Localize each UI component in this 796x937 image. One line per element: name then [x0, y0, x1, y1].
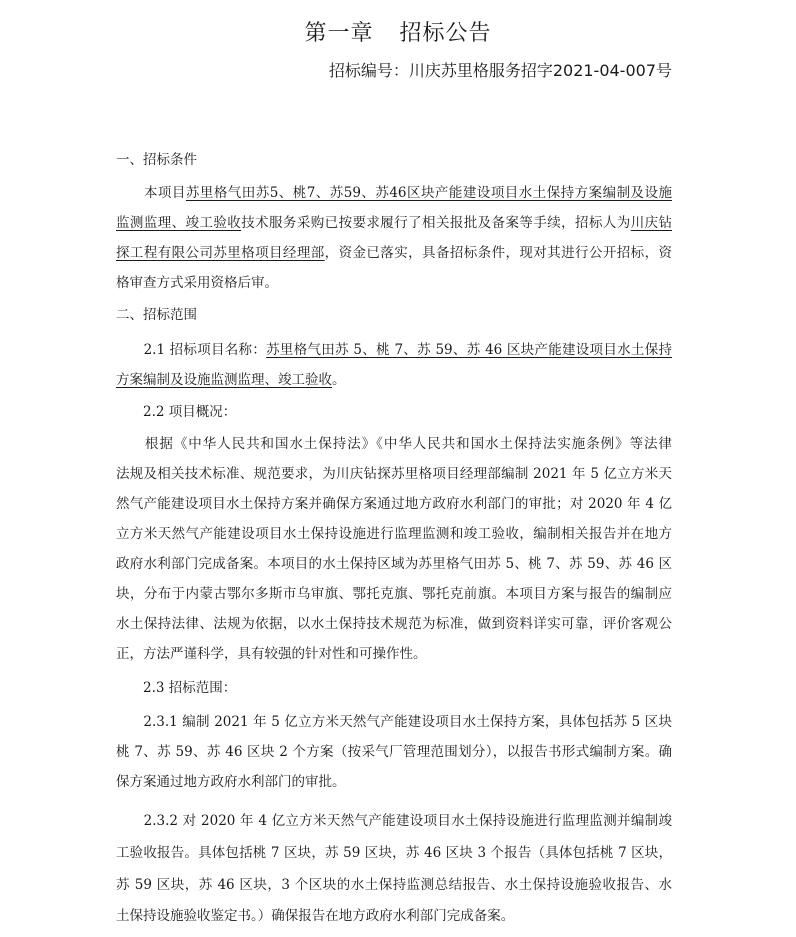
paragraph-line: 根据《中华人民共和国水土保持法》《中华人民共和国水土保持法实施条例》等法律 — [116, 436, 672, 452]
paragraph-line: 2.3.1 编制 2021 年 5 亿立方米天然气产能建设项目水土保持方案，具体包括苏 5 区块 — [143, 714, 672, 730]
paragraph-line: 苏 59 区块，苏 46 区块，3 个区块的水土保持监测总结报告、水土保持设施验收报告、水 — [116, 877, 672, 893]
paragraph-line: 格审查方式采用资格后审。 — [116, 275, 278, 291]
subsection-heading: 2.3 招标范围： — [116, 680, 237, 696]
paragraph-line: 立方米天然气产能建设项目水土保持设施进行监理监测和竣工验收，编制相关报告并在地方 — [116, 526, 672, 542]
project-name-link: 苏里格气田苏5、桃7、苏59、苏46区块产能建设项目水土保持方案编制及设施 — [185, 185, 672, 201]
chapter-title — [0, 16, 796, 47]
paragraph-line: 水土保持法律、法规为依据，以水土保持技术规范为标准，做到资料详实可靠，评价客观公 — [116, 616, 672, 632]
paragraph-line: 然气产能建设项目水土保持方案并确保方案通过地方政府水利部门的审批；对 2020 年 4 亿 — [116, 496, 672, 512]
bid-project-name: 苏里格气田苏 5、桃 7、苏 59、苏 46 区块产能建设项目水土保持 — [266, 342, 672, 358]
paragraph-line: 本项目苏里格气田苏5、桃7、苏59、苏46区块产能建设项目水土保持方案编制及设施 — [116, 185, 672, 201]
paragraph-line: 法规及相关技术标准、规范要求，为川庆钻探苏里格项目经理部编制 2021 年 5 亿立方米天 — [116, 466, 672, 482]
bid-number: 招标编号：川庆苏里格服务招字2021-04-007号 — [328, 61, 672, 80]
section-1-heading: 一、招标条件 — [116, 152, 197, 168]
section-2-heading: 二、招标范围 — [116, 307, 197, 323]
paragraph-line: 桃 7、苏 59、苏 46 区块 2 个方案（按采气厂管理范围划分），以报告书形式编制方案。确 — [116, 744, 672, 760]
paragraph-line: 政府水利部门完成备案。本项目的水土保持区域为苏里格气田苏 5、桃 7、苏 59、苏 46 区 — [116, 556, 672, 572]
paragraph-line: 2.3.2 对 2020 年 4 亿立方米天然气产能建设项目水土保持设施进行监理监测并编制竣 — [116, 813, 672, 829]
chapter-name: 招标公告 — [399, 21, 492, 46]
paragraph-line: 土保持设施验收鉴定书。）确保报告在地方政府水利部门完成备案。 — [116, 908, 515, 924]
paragraph-line: 正，方法严谨科学，具有较强的针对性和可操作性。 — [116, 646, 427, 662]
paragraph-line: 方案编制及设施监测监理、竣工验收。 — [116, 372, 346, 388]
paragraph-line: 监测监理、竣工验收技术服务采购已按要求履行了相关报批及备案等手续，招标人为川庆钻 — [116, 215, 672, 231]
chapter-number: 第一章 — [304, 21, 374, 46]
paragraph-line: 块，分布于内蒙古鄂尔多斯市乌审旗、鄂托克旗、鄂托克前旗。本项目方案与报告的编制应 — [116, 586, 672, 602]
tenderer-name: 川庆钻 — [630, 215, 672, 231]
paragraph-line: 探工程有限公司苏里格项目经理部，资金已落实，具备招标条件，现对其进行公开招标，资 — [116, 245, 672, 261]
paragraph-line: 工验收报告。具体包括桃 7 区块，苏 59 区块，苏 46 区块 3 个报告（具体包括桃 7 区块， — [116, 845, 672, 861]
subsection-heading: 2.2 项目概况： — [116, 404, 237, 420]
paragraph-line: 2.1 招标项目名称：苏里格气田苏 5、桃 7、苏 59、苏 46 区块产能建设项目水土保持 — [116, 342, 672, 358]
paragraph-line: 保方案通过地方政府水利部门的审批。 — [116, 774, 346, 790]
